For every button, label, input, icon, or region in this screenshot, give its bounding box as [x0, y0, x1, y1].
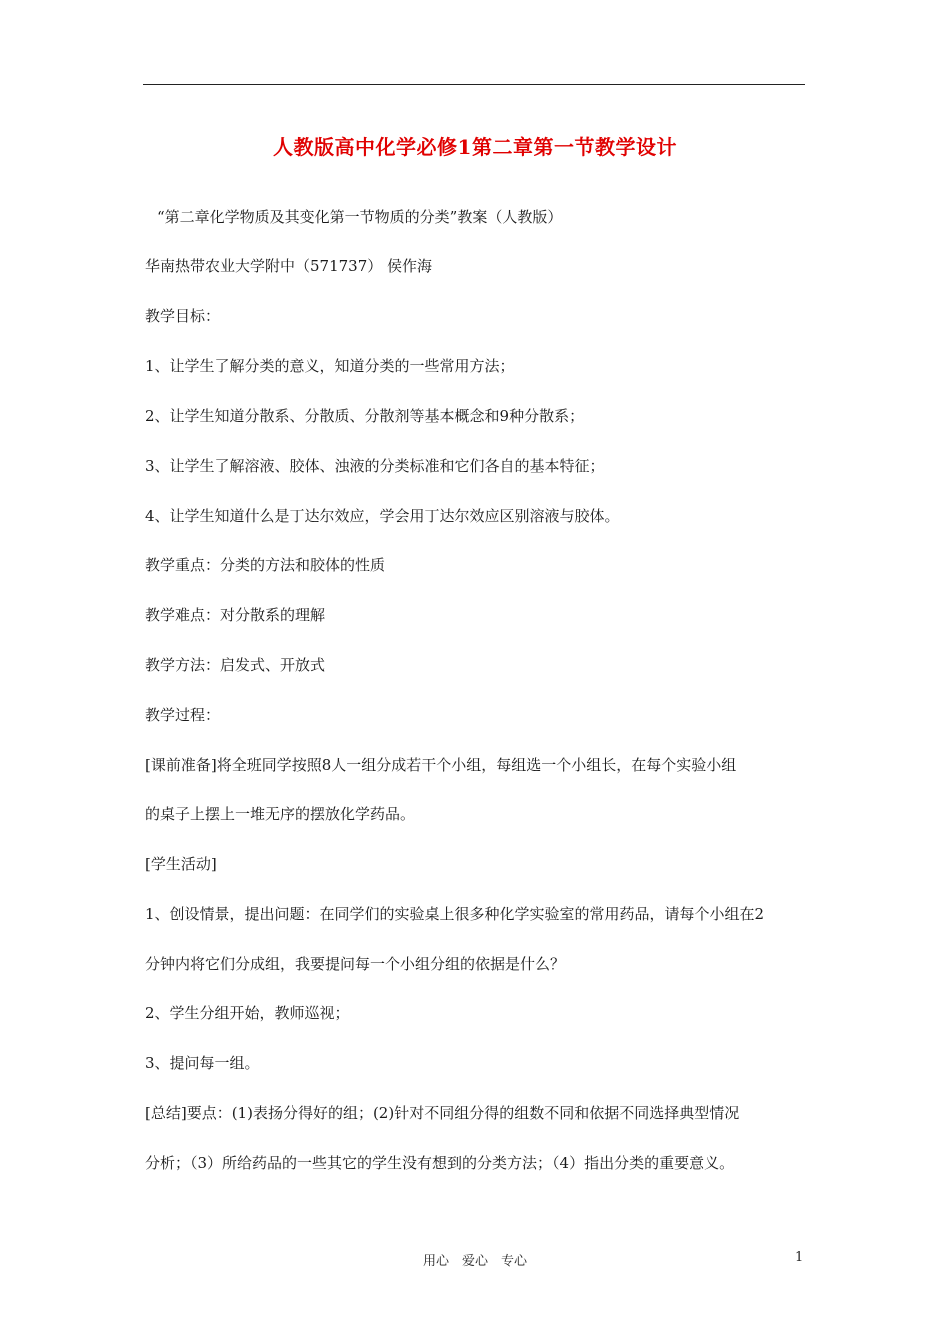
document-title: 人教版高中化学必修1第二章第一节教学设计: [273, 135, 677, 159]
paragraph-methods: 教学方法：启发式、开放式: [145, 656, 326, 674]
paragraph-objective-3: 3、让学生了解溶液、胶体、浊液的分类标准和它们各自的基本特征；: [145, 457, 605, 475]
paragraph-process-heading: 教学过程：: [145, 706, 221, 724]
paragraph-objective-1: 1、让学生了解分类的意义，知道分类的一些常用方法；: [145, 357, 515, 375]
paragraph-activity-1-line-1: 1、创设情景，提出问题：在同学们的实验桌上很多种化学实验室的常用药品，请每个小组在2: [145, 905, 765, 923]
paragraph-summary-line-1: [总结]要点：(1)表扬分得好的组；(2)针对不同组分得的组数不同和依据不同选择典型情况: [145, 1104, 740, 1122]
footer-motto: 用心 爱心 专心: [422, 1254, 527, 1269]
header-rule: [143, 84, 805, 85]
footer-page-number: 1: [795, 1250, 804, 1265]
paragraph-author: 华南热带农业大学附中（571737） 侯作海: [145, 257, 433, 275]
paragraph-summary-line-2: 分析；（3）所给药品的一些其它的学生没有想到的分类方法；（4）指出分类的重要意义。: [145, 1154, 735, 1172]
paragraph-preparation-line-1: [课前准备]将全班同学按照8人一组分成若干个小组，每组选一个小组长，在每个实验小组: [145, 756, 737, 774]
paragraph-objective-4: 4、让学生知道什么是丁达尔效应，学会用丁达尔效应区别溶液与胶体。: [145, 507, 620, 525]
paragraph-preparation-line-2: 的桌子上摆上一堆无序的摆放化学药品。: [145, 805, 416, 823]
paragraph-activity-3: 3、提问每一组。: [145, 1054, 260, 1072]
paragraph-subtitle: “第二章化学物质及其变化第一节物质的分类”教案（人教版）: [157, 208, 563, 226]
paragraph-activity-1-line-2: 分钟内将它们分成组，我要提问每一个小组分组的依据是什么？: [145, 955, 566, 973]
paragraph-activity-2: 2、学生分组开始，教师巡视；: [145, 1004, 350, 1022]
paragraph-objective-2: 2、让学生知道分散系、分散质、分散剂等基本概念和9种分散系；: [145, 407, 585, 425]
paragraph-key-points: 教学重点：分类的方法和胶体的性质: [145, 556, 386, 574]
paragraph-objectives-heading: 教学目标：: [145, 307, 221, 325]
paragraph-difficulties: 教学难点：对分散系的理解: [145, 606, 326, 624]
paragraph-student-activity-heading: [学生活动]: [145, 855, 217, 873]
